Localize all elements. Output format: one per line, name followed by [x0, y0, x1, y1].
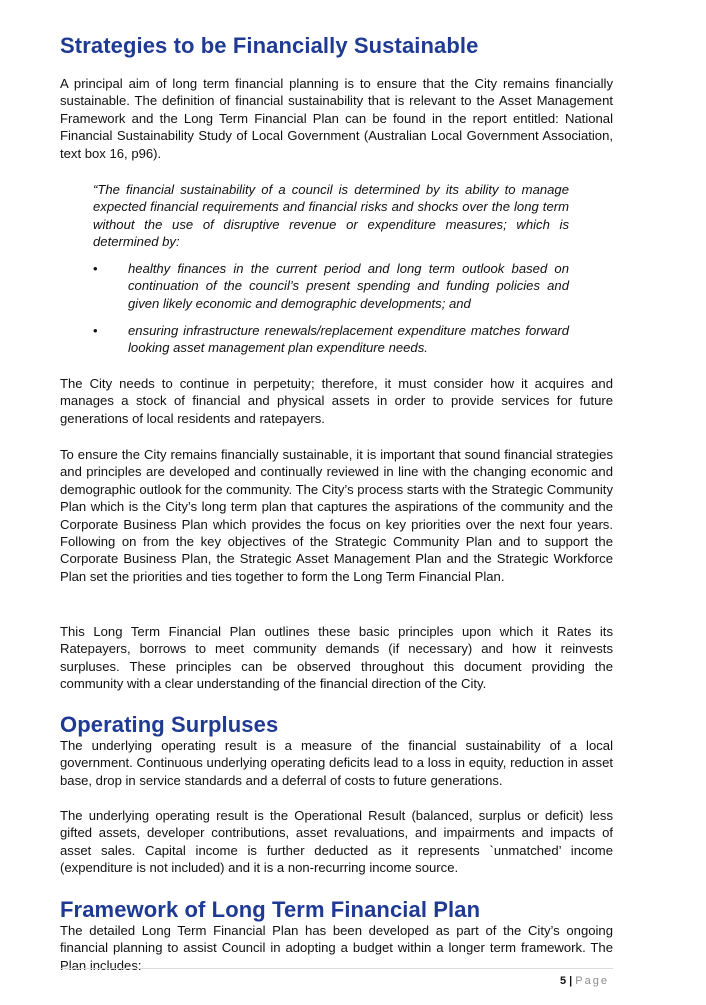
bullet-text-2: ensuring infrastructure renewals/replacement expenditure matches forward looking asset management plan expenditure needs.	[128, 323, 569, 356]
paragraph-underlying-result: The underlying operating result is the Operational Result (balanced, surplus or deficit) less gifted assets, developer contributions, asset revaluations, and impairments and impacts of asset sales. Capital income is further deducted as it represents `unmatched’ income (expenditure is not included) and it is a non-recurring income source.	[60, 808, 613, 876]
bullet-icon: •	[93, 261, 98, 276]
paragraph-ensure-sustainable: To ensure the City remains financially sustainable, it is important that sound financial strategies and principles are developed and continually reviewed in line with the changing economic and demographic outlook for the community. The City’s process starts with the Strategic Community Plan which is the City’s long term plan that captures the aspirations of the community and the Corporate Business Plan which provides the focus on key priorities over the next four years. Following on from the key objectives of the Strategic Community Plan and to support the Corporate Business Plan, the Strategic Asset Management Plan and the Strategic Workforce Plan set the priorities and ties together to form the Long Term Financial Plan.	[60, 447, 613, 584]
quote-text: “The financial sustainability of a council is determined by its ability to manage expected financial requirements and financial risks and shocks over the long term without the use of disruptive revenue or expenditure measures; which is determined by:	[93, 182, 569, 250]
page-number	[560, 975, 609, 987]
bullet-text-1: healthy finances in the current period and long term outlook based on continuation of the council’s present spending and funding policies and given likely economic and demographic developments; and	[128, 261, 569, 311]
paragraph-intro: A principal aim of long term financial planning is to ensure that the City remains financially sustainable. The definition of financial sustainability that is relevant to the Asset Management Framework and the Long Term Financial Plan can be found in the report entitled: National Financial Sustainability Study of Local Government (Australian Local Government Association, text box 16, p96).	[60, 76, 613, 161]
heading-operating-surpluses: Operating Surpluses	[60, 712, 279, 737]
bullet-icon: •	[93, 323, 98, 338]
paragraph-perpetuity: The City needs to continue in perpetuity; therefore, it must consider how it acquires and manages a stock of financial and physical assets in order to provide services for future generations of local residents and ratepayers.	[60, 376, 613, 426]
bullet-item-1	[93, 260, 569, 312]
paragraph-principles: This Long Term Financial Plan outlines these basic principles upon which it Rates its Ratepayers, borrows to meet community demands (if necessary) and how it reinvests surpluses. These principles can be observed throughout this document providing the community with a clear understanding of the financial direction of the City.	[60, 624, 613, 692]
bullet-item-2	[93, 322, 569, 357]
paragraph-framework: The detailed Long Term Financial Plan has been developed as part of the City’s ongoing financial planning to assist Council in adopting a budget within a longer term framework. The Plan includes:	[60, 923, 613, 973]
page-number-separator: |	[569, 975, 573, 987]
heading-framework: Framework of Long Term Financial Plan	[60, 897, 481, 922]
page-number-value: 5	[559, 975, 567, 987]
page-label: Page	[575, 975, 609, 987]
paragraph-underlying-measure: The underlying operating result is a measure of the financial sustainability of a local government. Continuous underlying operating deficits lead to a loss in equity, reduction in asset base, drop in service standards and a deferral of costs to future generations.	[60, 738, 613, 788]
page-footer	[60, 968, 613, 987]
heading-strategies: Strategies to be Financially Sustainable	[60, 33, 479, 58]
quote-block	[93, 181, 569, 251]
